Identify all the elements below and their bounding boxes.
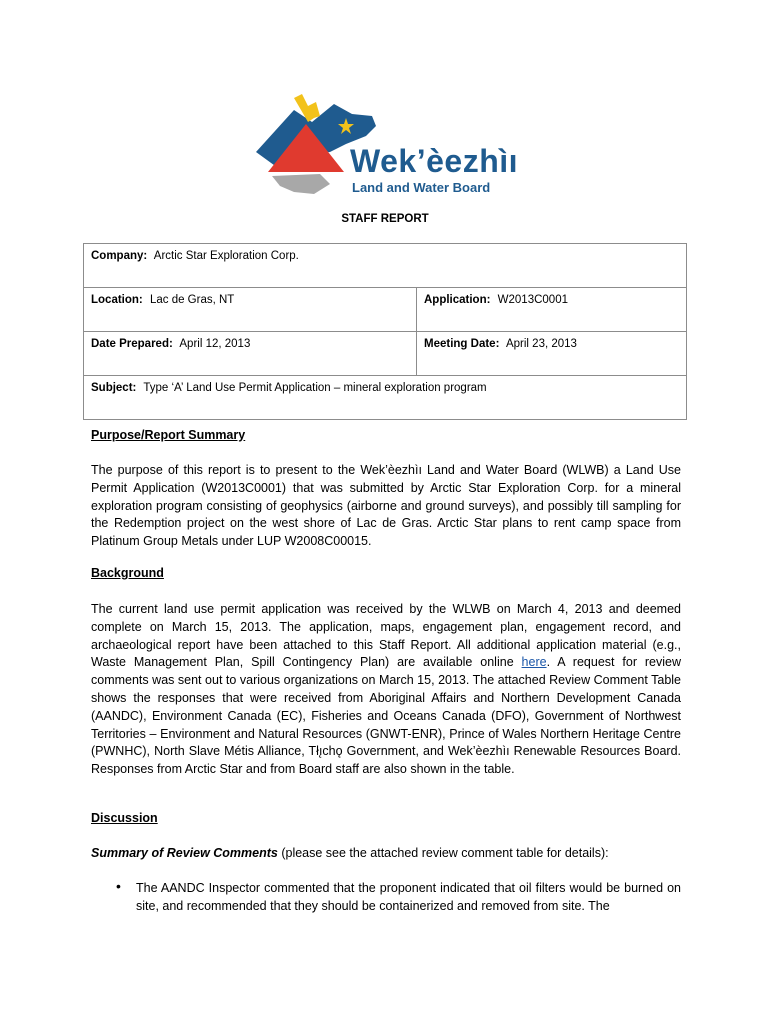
location-label: Location: [91, 294, 143, 306]
report-info-table [83, 243, 687, 420]
application-cell [417, 288, 687, 332]
company-label: Company: [91, 250, 148, 262]
review-summary-rest: (please see the attached review comment table for details): [277, 846, 609, 860]
meeting-value: April 23, 2013 [505, 338, 577, 350]
table-row [84, 244, 687, 288]
purpose-text: The purpose of this report is to present to the Wek’èezhìı Land and Water Board (WLWB) a Land Use Permit Application (W2013C0001) that was submitted by Arctic Star Exploration Corp. for a mineral exploration program consisting of geophysics (airborne and ground surveys), and possibly till sampling for the Redemption project on the west shore of Lac de Gras. Arctic Star plans to rent camp space from Platinum Group Metals under LUP W2008C00015. [91, 463, 681, 549]
table-row [84, 288, 687, 332]
background-text-part2: . A request for review comments was sent out to various organizations on March 15, 2013. The attached Review Comment Table shows the responses that were received from Aboriginal Affairs and Northern Development Canada (AANDC), Environment Canada (EC), Fisheries and Oceans Canada (DFO), Government of Northwest Territories – Environment and Natural Resources (GNWT-ENR), Prince of Wales Northern Heritage Centre (PWNHC), North Slave Métis Alliance, Tłı̨chǫ Government, and Wek’èezhìı Renewable Resources Board. Responses from Arctic Star and from Board staff are also shown in the table. [91, 655, 681, 777]
date-label: Date Prepared: [91, 338, 173, 350]
subject-value: Type ‘A’ Land Use Permit Application – mineral exploration program [143, 382, 487, 394]
date-value: April 12, 2013 [179, 338, 251, 350]
review-summary-title: Summary of Review Comments [91, 846, 278, 860]
logo-subtitle: Land and Water Board [352, 180, 491, 195]
background-text [91, 601, 681, 779]
meeting-label: Meeting Date: [424, 338, 500, 350]
location-value: Lac de Gras, NT [149, 294, 235, 306]
table-row [84, 332, 687, 376]
company-value: Arctic Star Exploration Corp. [153, 250, 299, 262]
logo-title: Wek’èezhìı [350, 143, 519, 179]
date-cell [84, 332, 417, 376]
application-label: Application: [424, 294, 491, 306]
logo-gray-base [272, 174, 330, 194]
meeting-cell [417, 332, 687, 376]
application-value: W2013C0001 [497, 294, 568, 306]
location-cell [84, 288, 417, 332]
purpose-heading: Purpose/Report Summary [91, 428, 246, 442]
here-link[interactable]: here [521, 655, 547, 670]
subject-cell [84, 376, 687, 420]
bullet-text: The AANDC Inspector commented that the proponent indicated that oil filters would be burned on site, and recommended that they should be containerized and removed from site. The [136, 881, 681, 913]
background-text-part1: The current land use permit application was received by the WLWB on March 4, 2013 and deemed complete on March 15, 2013. The application, maps, engagement plan, engagement record, and archaeological report have been attached to this Staff Report. All additional application material (e.g., Waste Management Plan, Spill Contingency Plan) are available online [91, 602, 681, 670]
discussion-heading: Discussion [91, 811, 158, 825]
company-cell [84, 244, 687, 288]
review-summary-line [91, 846, 609, 860]
subject-label: Subject: [91, 382, 137, 394]
table-row [84, 376, 687, 420]
bullet-icon: • [116, 878, 121, 894]
report-title: STAFF REPORT [341, 213, 429, 225]
background-heading: Background [91, 566, 164, 580]
